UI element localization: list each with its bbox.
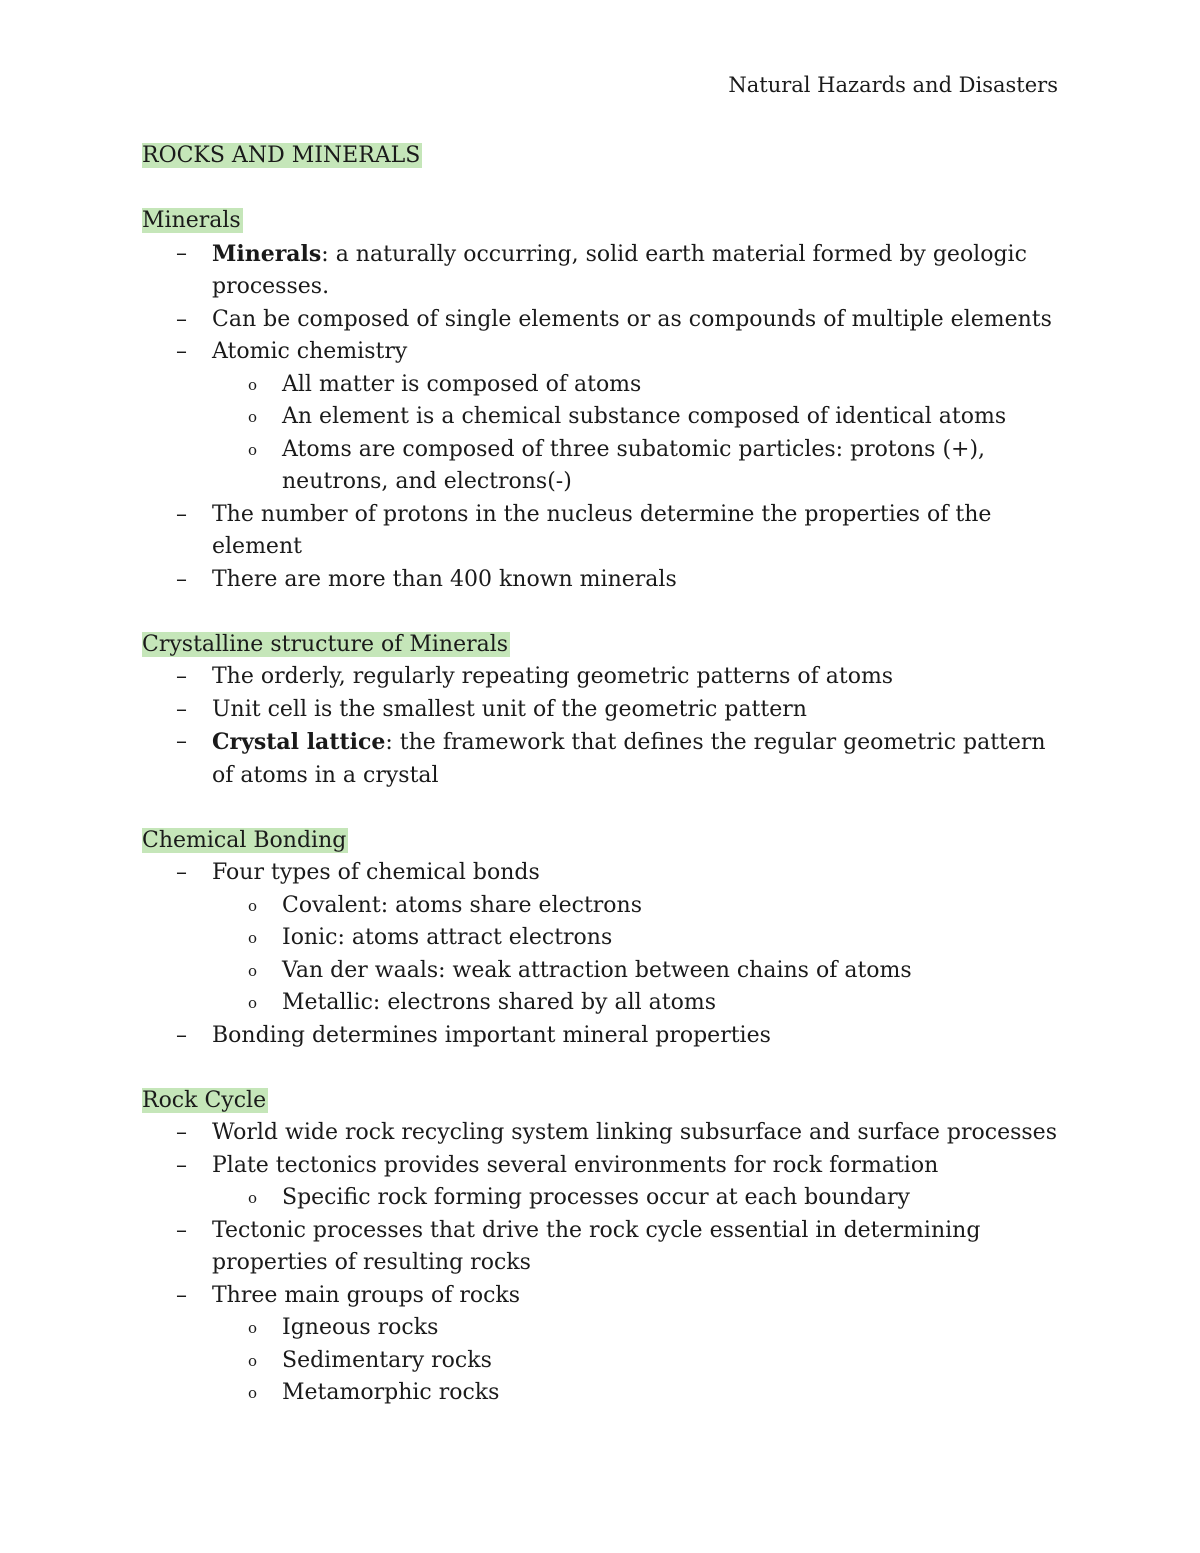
- list-item-text: Four types of chemical bonds: [212, 860, 540, 885]
- circle-bullet-icon: o: [248, 896, 258, 915]
- circle-bullet-icon: o: [248, 375, 258, 394]
- circle-bullet-icon: o: [248, 1319, 258, 1337]
- list-item: [142, 1117, 1062, 1150]
- document-title: [142, 140, 1062, 173]
- list-item-text: Tectonic processes that drive the rock cycle essential in determining properties of resulting rocks: [212, 1217, 981, 1275]
- section-heading: [142, 825, 1062, 858]
- sections-container: [142, 205, 1062, 1410]
- defined-term: Crystal lattice: [212, 729, 386, 755]
- sub-list-item: [212, 369, 1062, 402]
- sub-bullet-list: [212, 369, 1062, 499]
- bullet-list: [142, 661, 1062, 792]
- section-heading: [142, 629, 1062, 662]
- sub-list-item-text: Metallic: electrons shared by all atoms: [282, 990, 717, 1015]
- sub-list-item: [212, 987, 1062, 1020]
- sub-list-item-text: Metamorphic rocks: [282, 1380, 500, 1405]
- sub-list-item-text: Sedimentary rocks: [282, 1347, 492, 1373]
- sub-list-item-text: Ionic: atoms attract electrons: [282, 925, 613, 950]
- sub-list-item: [212, 890, 1062, 923]
- list-item-text: There are more than 400 known minerals: [212, 566, 677, 592]
- section: [142, 205, 1062, 596]
- sub-list-item: [212, 401, 1062, 434]
- list-item: [142, 1215, 1062, 1280]
- list-item: [142, 661, 1062, 694]
- list-item: [142, 1150, 1062, 1215]
- dash-bullet-icon: –: [176, 566, 187, 592]
- list-item-text: World wide rock recycling system linking subsurface and surface processes: [212, 1120, 1057, 1145]
- sub-list-item-text: Van der waals: weak attraction between chains of atoms: [282, 957, 912, 983]
- list-item: [142, 694, 1062, 727]
- sub-list-item-text: Specific rock forming processes occur at each boundary: [282, 1185, 910, 1210]
- sub-bullet-list: [212, 1312, 1062, 1410]
- running-header: Natural Hazards and Disasters: [728, 73, 1058, 97]
- dash-bullet-icon: –: [176, 1152, 187, 1178]
- dash-bullet-icon: –: [176, 1217, 187, 1243]
- section: [142, 825, 1062, 1053]
- section-heading-text: Minerals: [142, 208, 241, 233]
- dash-bullet-icon: –: [176, 339, 187, 364]
- circle-bullet-icon: o: [248, 929, 258, 947]
- bullet-list: [142, 857, 1062, 1052]
- circle-bullet-icon: o: [248, 1384, 258, 1402]
- circle-bullet-icon: o: [248, 440, 258, 459]
- bullet-list: [142, 1117, 1062, 1410]
- sub-list-item-text: An element is a chemical substance composed of identical atoms: [282, 404, 1007, 429]
- section-heading-text: Rock Cycle: [142, 1087, 267, 1113]
- list-item: [142, 336, 1062, 499]
- sub-list-item: [212, 955, 1062, 988]
- sub-list-item-text: Atoms are composed of three subatomic particles: protons (+), neutrons, and electrons(-): [282, 436, 986, 494]
- list-item: [142, 1020, 1062, 1053]
- list-item-text: : the framework that defines the regular geometric pattern of atoms in a crystal: [212, 730, 1046, 788]
- sub-bullet-list: [212, 1182, 1062, 1215]
- list-item: [142, 857, 1062, 1020]
- list-item-text: The number of protons in the nucleus determine the properties of the element: [212, 501, 992, 559]
- defined-term: Minerals: [212, 240, 322, 267]
- circle-bullet-icon: o: [248, 994, 258, 1012]
- list-item-text: Atomic chemistry: [212, 339, 408, 364]
- circle-bullet-icon: o: [248, 408, 258, 426]
- list-item: [142, 499, 1062, 564]
- sub-list-item-text: Covalent: atoms share electrons: [282, 892, 643, 918]
- sub-list-item-text: All matter is composed of atoms: [282, 371, 642, 397]
- list-item-text: Three main groups of rocks: [212, 1282, 521, 1308]
- circle-bullet-icon: o: [248, 1351, 258, 1370]
- sub-list-item: [212, 1182, 1062, 1215]
- dash-bullet-icon: –: [176, 240, 187, 266]
- list-item-text: Unit cell is the smallest unit of the geometric pattern: [212, 696, 807, 722]
- sub-bullet-list: [212, 890, 1062, 1020]
- document-title-text: ROCKS AND MINERALS: [142, 143, 421, 168]
- dash-bullet-icon: –: [176, 1282, 187, 1308]
- list-item: [142, 238, 1062, 304]
- list-item-text: Can be composed of single elements or as compounds of multiple elements: [212, 306, 1052, 332]
- list-item-text: Bonding determines important mineral properties: [212, 1022, 771, 1048]
- sub-list-item: [212, 1377, 1062, 1410]
- dash-bullet-icon: –: [176, 1022, 187, 1048]
- sub-list-item: [212, 434, 1062, 499]
- section-heading-text: Chemical Bonding: [142, 827, 347, 853]
- list-item: [142, 564, 1062, 597]
- section-heading: [142, 1085, 1062, 1118]
- document-body: [142, 140, 1062, 1410]
- list-item-text: : a naturally occurring, solid earth material formed by geologic processes.: [212, 241, 1027, 299]
- list-item: [142, 304, 1062, 337]
- section: [142, 629, 1062, 793]
- list-item-text: The orderly, regularly repeating geometric patterns of atoms: [212, 664, 894, 689]
- dash-bullet-icon: –: [176, 664, 187, 689]
- list-item: [142, 1280, 1062, 1410]
- circle-bullet-icon: o: [248, 961, 258, 980]
- list-item: [142, 726, 1062, 792]
- bullet-list: [142, 238, 1062, 597]
- dash-bullet-icon: –: [176, 860, 187, 885]
- section: [142, 1085, 1062, 1410]
- dash-bullet-icon: –: [176, 306, 187, 332]
- dash-bullet-icon: –: [176, 1120, 187, 1145]
- sub-list-item: [212, 1345, 1062, 1378]
- dash-bullet-icon: –: [176, 729, 187, 754]
- sub-list-item: [212, 922, 1062, 955]
- circle-bullet-icon: o: [248, 1189, 258, 1207]
- list-item-text: Plate tectonics provides several environments for rock formation: [212, 1152, 939, 1178]
- sub-list-item-text: Igneous rocks: [282, 1315, 439, 1340]
- dash-bullet-icon: –: [176, 501, 187, 527]
- sub-list-item: [212, 1312, 1062, 1345]
- section-heading: [142, 205, 1062, 238]
- dash-bullet-icon: –: [176, 696, 187, 722]
- section-heading-text: Crystalline structure of Minerals: [142, 631, 509, 657]
